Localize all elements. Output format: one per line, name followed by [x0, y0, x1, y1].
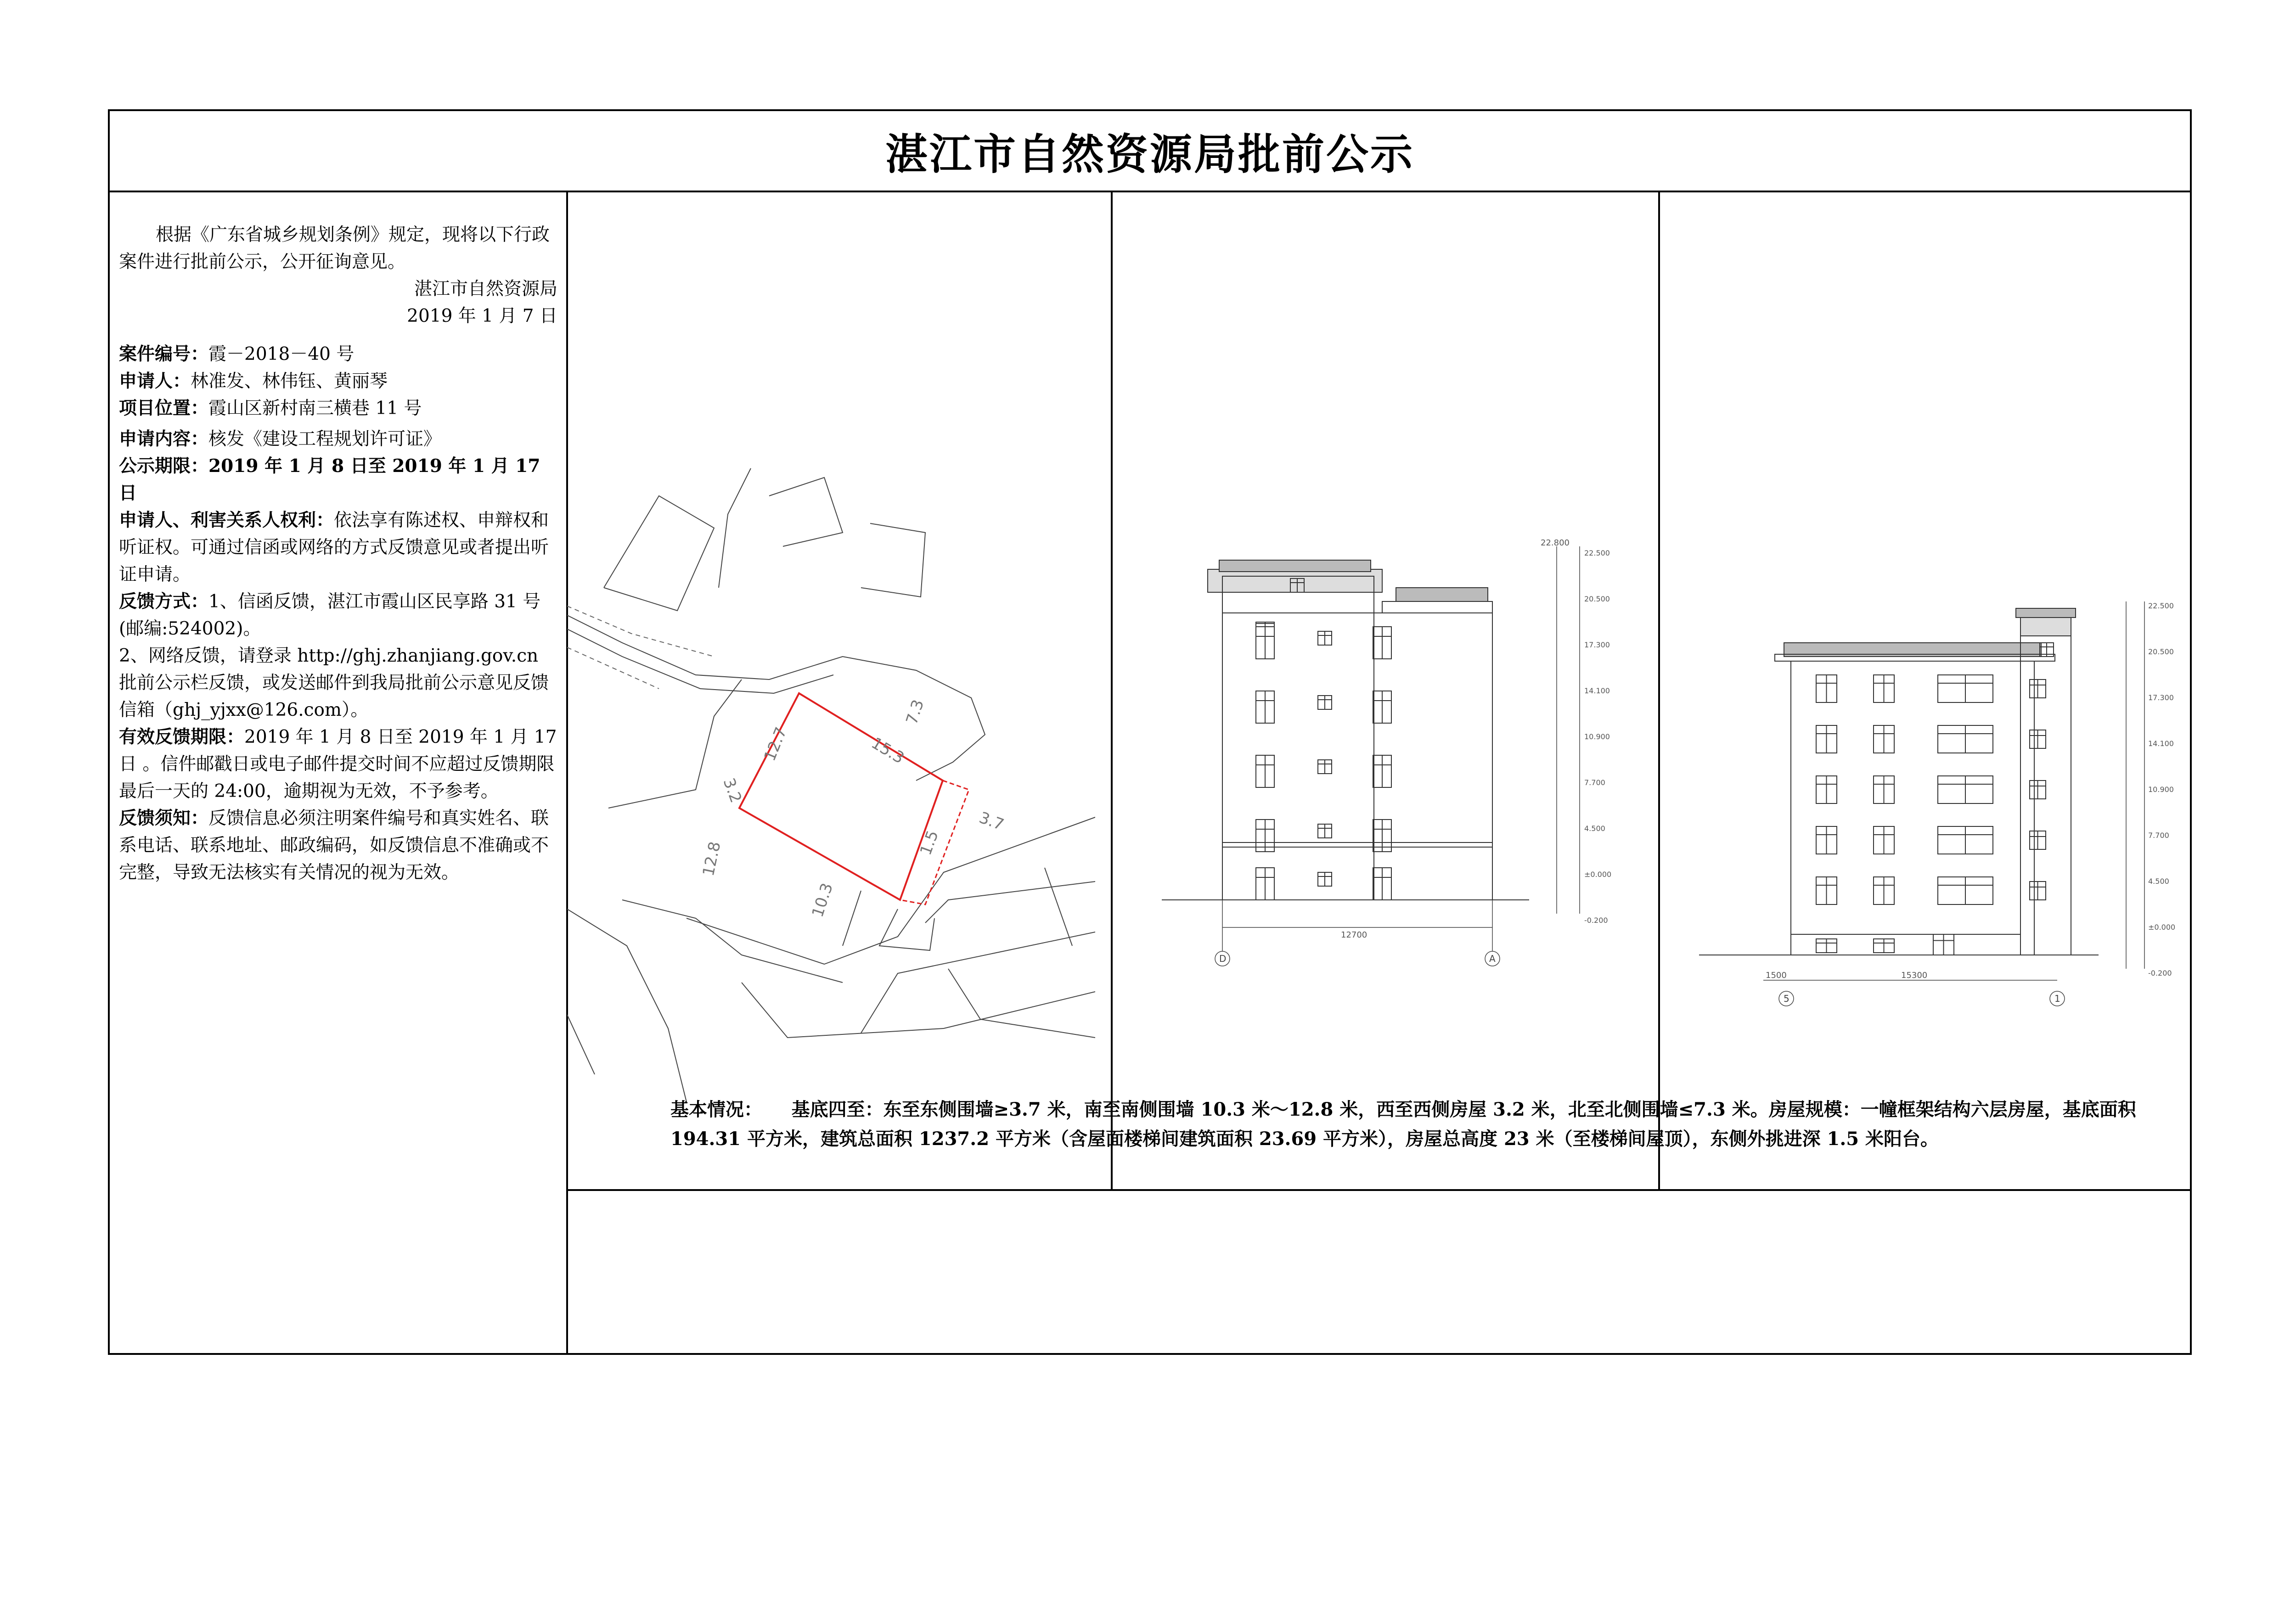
level-label: 14.100 — [1584, 686, 1610, 695]
level-label: 17.300 — [2148, 693, 2174, 702]
level-label: 7.700 — [1584, 778, 1605, 787]
dim-12-8: 12.8 — [699, 840, 725, 878]
boundary-label: 基底四至： — [791, 1099, 884, 1120]
level-label: ±0.000 — [2148, 923, 2176, 932]
level-label: 14.100 — [2148, 739, 2174, 748]
level-label: -0.200 — [1584, 916, 1608, 925]
level-label: 10.900 — [2148, 785, 2174, 794]
dim-15-3: 15.3 — [868, 734, 907, 768]
drawing-divider-2 — [1658, 192, 1660, 1191]
notice-date: 2019 年 1 月 7 日 — [407, 306, 557, 326]
level-label: ±0.000 — [1584, 870, 1612, 879]
applicant: 申请人：林准发、林伟钰、黄丽琴 — [119, 371, 388, 392]
basic-info — [670, 1095, 2195, 1154]
drawing-divider-1 — [1111, 192, 1113, 1191]
project-location: 项目位置：霞山区新村南三横巷 11 号 — [119, 398, 422, 419]
dim-10-3: 10.3 — [808, 881, 837, 920]
axis-a: A — [1489, 953, 1496, 964]
elevation-b-drawing — [1662, 583, 2181, 1111]
notice-text — [119, 221, 557, 886]
level-label: 22.500 — [2148, 601, 2174, 610]
basic-label: 基本情况： — [670, 1099, 762, 1120]
feedback-online: 2、网络反馈，请登录 http://ghj.zhanjiang.gov.cn 批前公示栏反馈，或发送邮件到我局批前公示意见反馈信箱（ghj_yjxx@126.com）。 — [119, 646, 549, 720]
dim-3-7: 3.7 — [976, 808, 1007, 834]
level-label: 4.500 — [1584, 824, 1605, 833]
level-label: 22.500 — [1584, 549, 1610, 557]
axis-5: 5 — [1784, 993, 1790, 1004]
dim-12-7: 12.7 — [760, 724, 791, 764]
level-label: 20.500 — [1584, 595, 1610, 603]
level-label: 17.300 — [1584, 640, 1610, 649]
case-number: 案件编号：霞－2018－40 号 — [119, 343, 355, 365]
scale-text: 一幢框架结构六层房屋，基底面积 194.31 平方米，建筑总面积 1237.2 平方米（含屋面楼梯间建筑面积 23.69 平方米），房屋总高度 23 米（至楼梯间屋顶），东侧外挑进深 1.5 米阳台。 — [670, 1099, 2136, 1150]
elevation-b-dim-2: 15300 — [1901, 971, 1928, 980]
elevation-a-drawing — [1116, 519, 1635, 1111]
boundary-text: 东至东侧围墙≥3.7 米，南至南侧围墙 10.3 米～12.8 米，西至西侧房屋 3.2 米，北至北侧围墙≤7.3 米。 — [883, 1099, 1769, 1120]
notice-intro: 根据《广东省城乡规划条例》规定，现将以下行政案件进行批前公示，公开征询意见。 — [119, 225, 550, 272]
scale-label: 房屋规模： — [1768, 1099, 1861, 1120]
elevation-a-width: 12700 — [1341, 930, 1367, 940]
dim-1-5: 1.5 — [916, 828, 942, 858]
elevation-b-dim-1: 1500 — [1766, 971, 1787, 980]
rights: 申请人、利害关系人权利：依法享有陈述权、申辩权和听证权。可通过信函或网络的方式反馈意见或者提出听证申请。 — [119, 510, 549, 585]
page-title: 湛江市自然资源局批前公示 — [110, 111, 2190, 192]
level-label: 20.500 — [2148, 647, 2174, 656]
application-content: 申请内容：核发《建设工程规划许可证》 — [119, 428, 442, 449]
axis-1: 1 — [2054, 993, 2060, 1004]
site-plan-drawing — [567, 441, 1095, 1106]
dim-3-2: 3.2 — [719, 775, 745, 805]
level-label: 7.700 — [2148, 831, 2169, 840]
valid-period: 有效反馈期限：2019 年 1 月 8 日至 2019 年 1 月 17 日 。信件邮戳日或电子邮件提交时间不应超过反馈期限最后一天的 24:00，逾期视为无效，不予参考。 — [119, 726, 557, 802]
level-label: 10.900 — [1584, 732, 1610, 741]
notice-issuer: 湛江市自然资源局 — [414, 279, 557, 299]
drawings-bottom-divider — [566, 1189, 2192, 1191]
publicity-period: 公示期限：2019 年 1 月 8 日至 2019 年 1 月 17 日 — [119, 455, 540, 504]
feedback-notes: 反馈须知：反馈信息必须注明案件编号和真实姓名、联系电话、联系地址、邮政编码，如反馈信息不准确或不完整，导致无法核实有关情况的视为无效。 — [119, 808, 549, 883]
axis-d: D — [1219, 953, 1227, 964]
elevation-a-top-level: 22.800 — [1541, 538, 1570, 548]
level-label: -0.200 — [2148, 969, 2172, 977]
dim-7-3: 7.3 — [902, 697, 928, 727]
level-label: 4.500 — [2148, 877, 2169, 886]
feedback-method: 反馈方式：1、信函反馈，湛江市霞山区民享路 31 号(邮编:524002)。 — [119, 591, 541, 639]
